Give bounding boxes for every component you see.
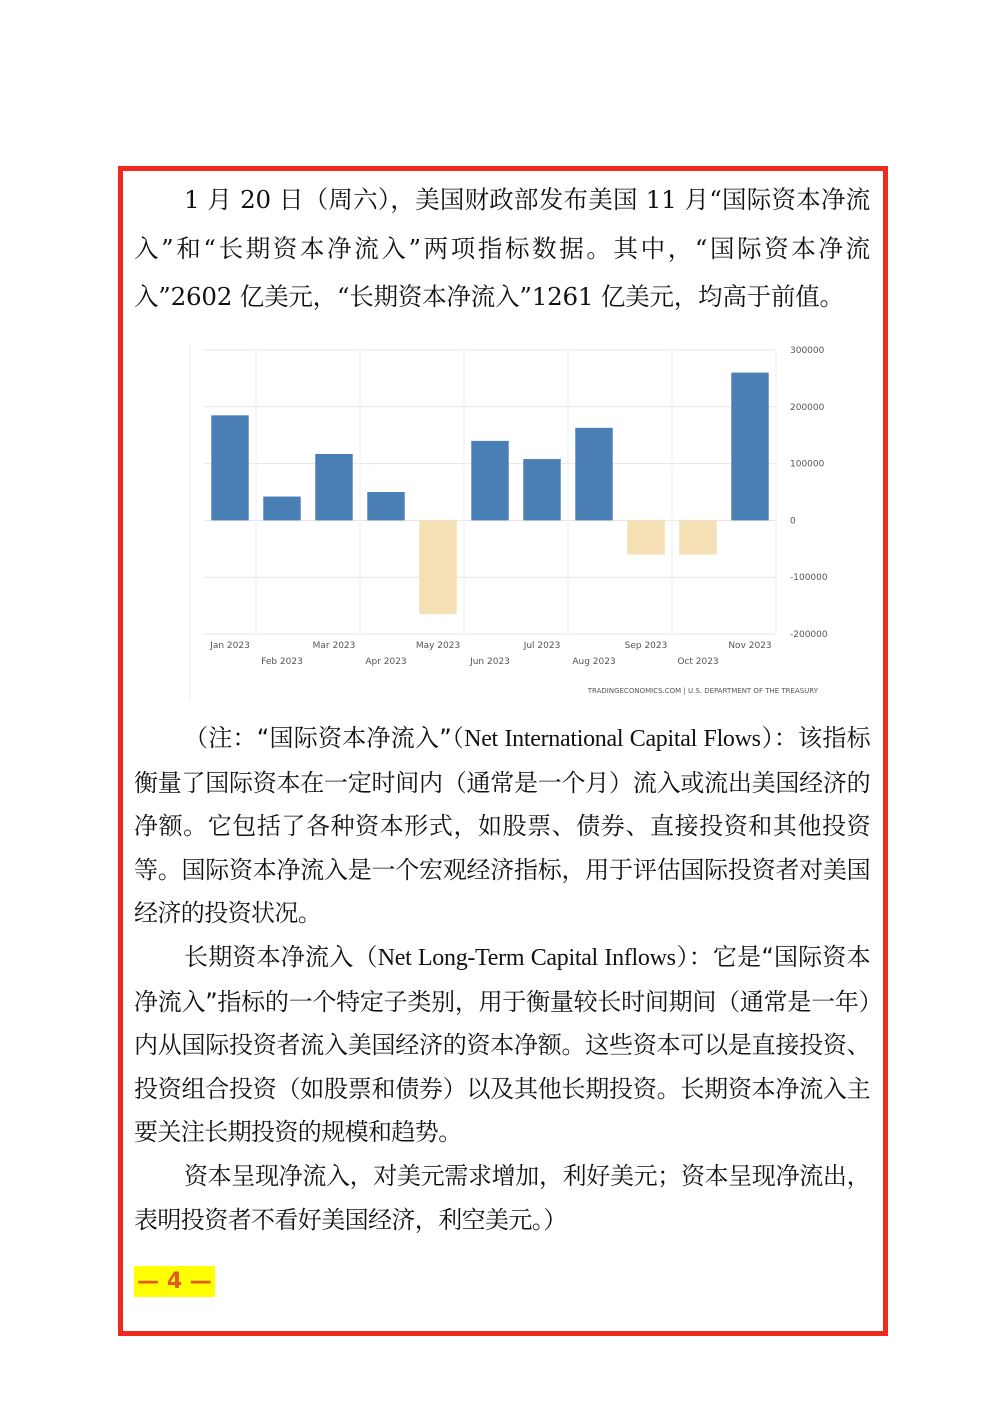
x-tick-label: Aug 2023 xyxy=(572,657,616,667)
chart-source: TRADINGECONOMICS.COM | U.S. DEPARTMENT OF THE TREASURY xyxy=(587,687,818,695)
y-tick-label: -200000 xyxy=(790,630,828,640)
chart-canvas xyxy=(188,336,828,706)
bar-apr-2023 xyxy=(367,492,404,520)
bar-jul-2023 xyxy=(523,459,560,520)
y-tick-label: 0 xyxy=(790,516,796,527)
page-number: — 4 — xyxy=(134,1266,215,1297)
y-tick-label: 300000 xyxy=(790,346,825,356)
note-1-open: （注：“国际资本净流入”（ xyxy=(184,724,465,752)
bar-jan-2023 xyxy=(211,415,248,520)
capital-flows-chart xyxy=(188,336,828,706)
x-tick-label: May 2023 xyxy=(415,641,461,651)
y-tick-label: 100000 xyxy=(790,459,825,470)
x-tick-label: Jul 2023 xyxy=(523,641,561,651)
x-tick-label: Apr 2023 xyxy=(365,657,407,667)
x-tick-label: Jan 2023 xyxy=(210,641,250,651)
x-tick-label: Nov 2023 xyxy=(728,641,772,651)
note-2-open: 长期资本净流入（ xyxy=(184,942,378,971)
note-paragraph-2 xyxy=(134,936,870,1155)
x-tick-label: Jun 2023 xyxy=(470,657,510,667)
notes-section xyxy=(134,717,870,1242)
note-2-english-term: Net Long-Term Capital Inflows xyxy=(377,944,676,971)
intro-paragraph: 1 月 20 日（周六），美国财政部发布美国 11 月“国际资本净流入”和“长期资本净流入”两项指标数据。其中，“国际资本净流入”2602 亿美元，“长期资本净流入”1261 亿美元，均高于前值。 xyxy=(134,185,870,311)
bar-nov-2023 xyxy=(731,373,768,521)
note-2-text: ）：它是“国际资本净流入”指标的一个特定子类别，用于衡量较长时间期间（通常是一年）内从国际投资者流入美国经济的资本净额。这些资本可以是直接投资、投资组合投资（如股票和债券）以及其他长期投资。长期资本净流入主要关注长期投资的规模和趋势。 xyxy=(134,942,870,1147)
x-tick-label: Feb 2023 xyxy=(261,657,303,667)
note-1-english-term: Net International Capital Flows xyxy=(464,726,761,752)
x-tick-label: Sep 2023 xyxy=(624,641,668,651)
note-paragraph-1 xyxy=(134,717,870,936)
x-tick-label: Mar 2023 xyxy=(312,641,356,651)
bar-may-2023 xyxy=(419,520,456,614)
note-1-text: ）：该指标衡量了国际资本在一定时间内（通常是一个月）流入或流出美国经济的净额。它包括了各种资本形式，如股票、债券、直接投资和其他投资等。国际资本净流入是一个宏观经济指标，用于评估国际投资者对美国经济的投资状况。 xyxy=(134,724,870,928)
x-tick-label: Oct 2023 xyxy=(677,657,719,667)
note-paragraph-3: 资本呈现净流入，对美元需求增加，利好美元；资本呈现净流出，表明投资者不看好美国经济，利空美元。） xyxy=(134,1161,870,1234)
bar-oct-2023 xyxy=(679,520,716,554)
bar-aug-2023 xyxy=(575,428,612,521)
y-tick-label: 200000 xyxy=(790,402,825,413)
bar-sep-2023 xyxy=(627,520,664,554)
bar-mar-2023 xyxy=(315,454,352,520)
y-tick-label: -100000 xyxy=(790,573,828,584)
bar-jun-2023 xyxy=(471,441,508,521)
bar-feb-2023 xyxy=(263,497,300,521)
